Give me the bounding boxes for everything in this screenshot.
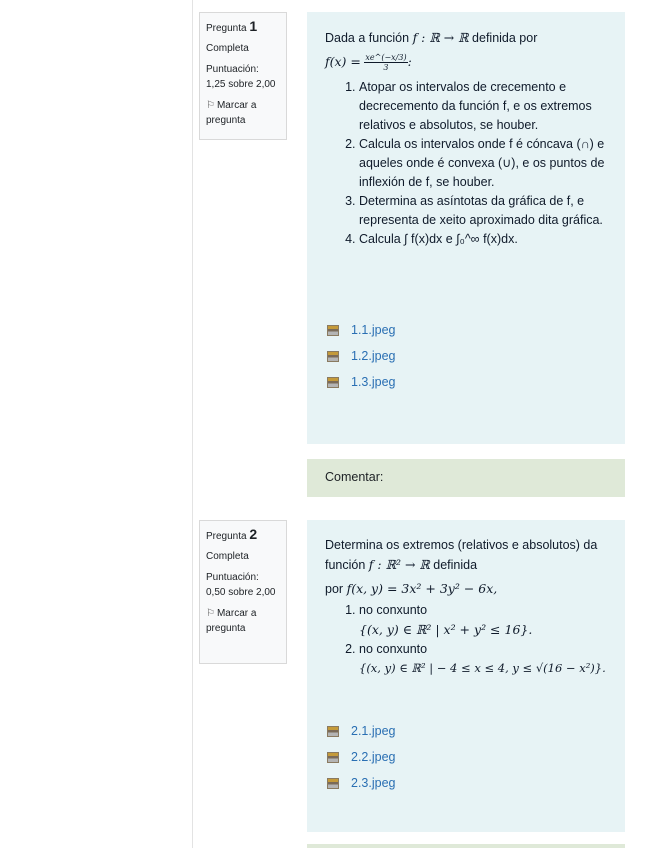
attachment-name[interactable]: 1.1.jpeg [351, 322, 396, 337]
image-file-icon [327, 377, 339, 388]
question-content-1 [307, 12, 625, 444]
attachment-name[interactable]: 2.3.jpeg [351, 775, 396, 790]
list-item: 1. no conxunto {(x, y) ∈ ℝ² | x² + y² ≤ 16}. [359, 601, 613, 640]
question-formula: f(x) = $\frac{xe\^{}(-x/3)}{3}$ : [325, 53, 412, 73]
question-formula: por f(x, y) = 3x² + 3y² − 6x, [325, 581, 498, 596]
list-item: 4. Calcula ∫ f(x)dx e ∫₀^∞ f(x)dx. [359, 230, 613, 249]
list-item: 2. no conxunto {(x, y) ∈ ℝ² | − 4 ≤ x ≤ 4, y ≤ √(16 − x²)}. [359, 640, 613, 678]
list-item: 3. Determina as asíntotas da gráfica de f, e representa de xeito aproximado dita gráfica. [359, 192, 613, 230]
list-item: 1. Atopar os intervalos de crecemento e decrecemento da función f, e os extremos relativos e absolutos, se houber. [359, 78, 613, 135]
question-info-2 [199, 520, 287, 664]
question-state: Completa [206, 43, 249, 54]
image-file-icon [327, 778, 339, 789]
image-file-icon [327, 325, 339, 336]
question-text: Dada a función f : ℝ → ℝ definida por [325, 30, 538, 45]
image-file-icon [327, 726, 339, 737]
image-file-icon [327, 351, 339, 362]
attachment-link[interactable] [325, 343, 613, 369]
comment-link[interactable]: Comentar: [307, 459, 625, 497]
question-item-list [325, 601, 613, 678]
question-grade: Puntuación: 0,50 sobre 2,00 [206, 572, 276, 598]
flag-icon: ⚐ [206, 608, 215, 619]
question-grade: Puntuación: 1,25 sobre 2,00 [206, 64, 276, 90]
attachment-name[interactable]: 2.1.jpeg [351, 723, 396, 738]
question-number: Pregunta 2 [206, 526, 258, 542]
attachment-name[interactable]: 1.2.jpeg [351, 348, 396, 363]
attachment-link[interactable] [325, 369, 613, 395]
image-file-icon [327, 752, 339, 763]
flag-icon: ⚐ [206, 100, 215, 111]
flag-question-link[interactable]: ⚐ Marcar a pregunta [206, 608, 257, 634]
flag-question-link[interactable]: ⚐ Marcar a pregunta [206, 100, 257, 126]
attachment-link[interactable] [325, 744, 613, 770]
question-info-1 [199, 12, 287, 140]
question-text: Determina os extremos (relativos e absolutos) da función f : ℝ² → ℝ definida [325, 538, 598, 572]
attachment-name[interactable]: 1.3.jpeg [351, 374, 396, 389]
comment-bar-partial [307, 844, 625, 848]
list-item: 2. Calcula os intervalos onde f é cóncava (∩) e aqueles onde é convexa (∪), e os puntos de inflexión de f, se houber. [359, 135, 613, 192]
attachment-link[interactable] [325, 317, 613, 343]
attachment-link[interactable] [325, 770, 613, 796]
attachment-link[interactable] [325, 718, 613, 744]
attachment-name[interactable]: 2.2.jpeg [351, 749, 396, 764]
question-content-2 [307, 520, 625, 832]
question-item-list [325, 78, 613, 249]
question-state: Completa [206, 551, 249, 562]
question-number: Pregunta 1 [206, 18, 258, 34]
page-divider [192, 0, 193, 848]
